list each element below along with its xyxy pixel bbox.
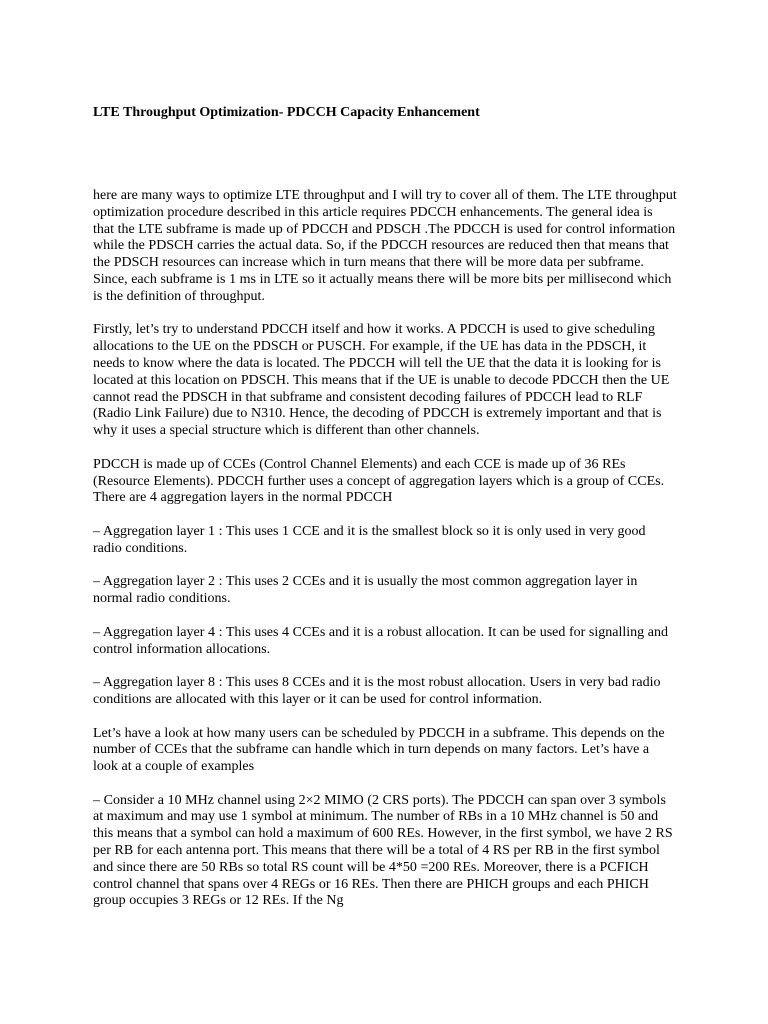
paragraph-users-per-subframe: Let’s have a look at how many users can be scheduled by PDCCH in a subframe. This depends on the number of CCEs that the subframe can handle which in turn depends on many factors. Let’s have a look at a couple of examples	[93, 725, 665, 775]
paragraph-cce-structure: PDCCH is made up of CCEs (Control Channel Elements) and each CCE is made up of 36 REs (Resource Elements). PDCCH further uses a concept of aggregation layers which is a group of CCEs. There are 4 aggregation layers in the normal PDCCH	[93, 456, 665, 506]
paragraph-aggregation-layer-2: – Aggregation layer 2 : This uses 2 CCEs and it is usually the most common aggregation layer in normal radio conditions.	[93, 574, 638, 607]
document-title: LTE Throughput Optimization- PDCCH Capacity Enhancement	[93, 105, 480, 120]
paragraph-intro: here are many ways to optimize LTE throughput and I will try to cover all of them. The LTE throughput optimization procedure described in this article requires PDCCH enhancements. The general idea is that the LTE subframe is made up of PDCCH and PDSCH .The PDCCH is used for control information while the PDSCH carries the actual data. So, if the PDCCH resources are reduced then that means that the PDSCH resources can increase which in turn means that there will be more data per subframe. Since, each subframe is 1 ms in LTE so it actually means there will be more bits per millisecond which is the definition of throughput.	[93, 188, 677, 304]
paragraph-10mhz-example: – Consider a 10 MHz channel using 2×2 MIMO (2 CRS ports). The PDCCH can span over 3 symbols at maximum and may use 1 symbol at minimum. The number of RBs in a 10 MHz channel is 50 and this means that a symbol can hold a maximum of 600 REs. However, in the first symbol, we have 2 RS per RB for each antenna port. This means that there will be a total of 4 RS per RB in the first symbol and since there are 50 RBs so total RS count will be 4*50 =200 REs. Moreover, there is a PCFICH control channel that spans over 4 REGs or 16 REs. Then there are PHICH groups and each PHICH group occupies 3 REGs or 12 REs. If the Ng	[93, 792, 673, 909]
paragraph-aggregation-layer-1: – Aggregation layer 1 : This uses 1 CCE and it is the smallest block so it is only used in very good radio conditions.	[93, 523, 646, 556]
paragraph-pdcch-overview: Firstly, let’s try to understand PDCCH itself and how it works. A PDCCH is used to give scheduling allocations to the UE on the PDSCH or PUSCH. For example, if the UE has data in the PDSCH, it needs to know where the data is located. The PDCCH will tell the UE that the data it is looking for is located at this location on PDSCH. This means that if the UE is unable to decode PDCCH then the UE cannot read the PDSCH in that subframe and consistent decoding failures of PDCCH lead to RLF (Radio Link Failure) due to N310. Hence, the decoding of PDCCH is extremely important and that is why it uses a special structure which is different than other channels.	[93, 322, 670, 439]
paragraph-aggregation-layer-8: – Aggregation layer 8 : This uses 8 CCEs and it is the most robust allocation. Users in very bad radio conditions are allocated with this layer or it can be used for control information.	[93, 675, 661, 707]
document-page	[93, 104, 677, 927]
paragraph-aggregation-layer-4: – Aggregation layer 4 : This uses 4 CCEs and it is a robust allocation. It can be used for signalling and control information allocations.	[93, 624, 668, 657]
document-body	[93, 188, 677, 910]
